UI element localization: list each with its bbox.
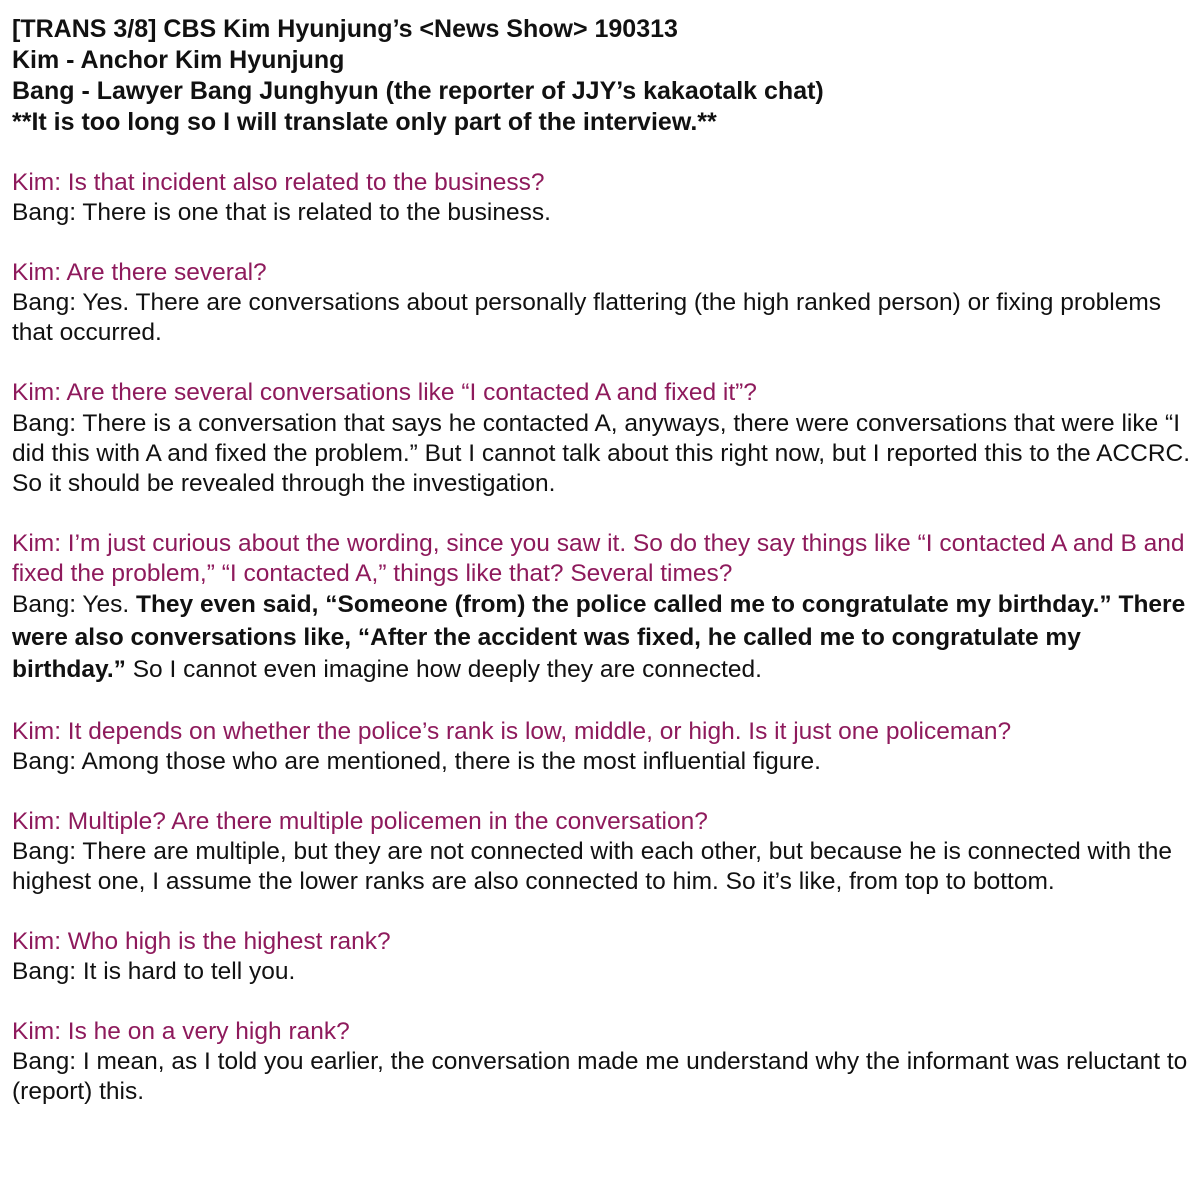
transcript-header xyxy=(12,14,1192,138)
answer-emphasis: They even said, “Someone (from) the police called me to congratulate my birthday.” There were also conversations like, “After the accident was fixed, he called me to congratulate my birthday.” xyxy=(12,591,1186,684)
answer-suffix: So I cannot even imagine how deeply they are connected. xyxy=(125,656,762,684)
exchange-5 xyxy=(12,717,1192,777)
question-text: Kim: It depends on whether the police’s rank is low, middle, or high. Is it just one policeman? xyxy=(12,717,1012,745)
exchange-8 xyxy=(12,1017,1192,1107)
transcript-page xyxy=(12,14,1192,1107)
answer-text: Bang: It is hard to tell you. xyxy=(12,958,296,986)
answer-prefix: Bang: Yes. xyxy=(12,591,136,619)
exchange-6 xyxy=(12,807,1192,897)
answer-text: Bang: There is a conversation that says he contacted A, anyways, there were conversations that were like “I did this with A and fixed the problem.” But I cannot talk about this right now, but I reported this to the ACCRC. So it should be revealed through the investigation. xyxy=(12,409,1191,497)
question-text: Kim: Who high is the highest rank? xyxy=(12,928,391,955)
exchange-1 xyxy=(12,168,1192,228)
exchange-7 xyxy=(12,927,1192,987)
header-bang-legend: Bang - Lawyer Bang Junghyun (the reporter of JJY’s kakaotalk chat) xyxy=(12,77,824,105)
exchange-3 xyxy=(12,378,1192,498)
header-kim-legend: Kim - Anchor Kim Hyunjung xyxy=(12,46,345,74)
answer-text: Bang: Yes. There are conversations about personally flattering (the high ranked person) or fixing problems that occurred. xyxy=(12,289,1161,347)
exchange-2 xyxy=(12,258,1192,348)
exchange-4 xyxy=(12,529,1192,687)
answer-text: Bang: Among those who are mentioned, there is the most influential figure. xyxy=(12,747,821,775)
question-text: Kim: Is that incident also related to the business? xyxy=(12,169,545,196)
answer-text: Bang: There is one that is related to the business. xyxy=(12,199,551,227)
question-text: Kim: Are there several conversations like “I contacted A and fixed it”? xyxy=(12,379,757,407)
header-title: [TRANS 3/8] CBS Kim Hyunjung’s <News Show> 190313 xyxy=(12,15,678,43)
answer-text xyxy=(12,589,1192,687)
answer-text: Bang: I mean, as I told you earlier, the conversation made me understand why the informant was reluctant to (report) this. xyxy=(12,1048,1188,1106)
question-text: Kim: Are there several? xyxy=(12,259,267,287)
answer-text: Bang: There are multiple, but they are not connected with each other, but because he is connected with the highest one, I assume the lower ranks are also connected to him. So it’s like, from top to bottom. xyxy=(12,837,1172,895)
header-note: **It is too long so I will translate only part of the interview.** xyxy=(12,108,717,136)
question-text: Kim: Is he on a very high rank? xyxy=(12,1018,350,1046)
question-text: Kim: Multiple? Are there multiple policemen in the conversation? xyxy=(12,807,708,835)
question-text: Kim: I’m just curious about the wording, since you saw it. So do they say things like “I contacted A and B and fixed the problem,” “I contacted A,” things like that? Several times? xyxy=(12,529,1185,587)
